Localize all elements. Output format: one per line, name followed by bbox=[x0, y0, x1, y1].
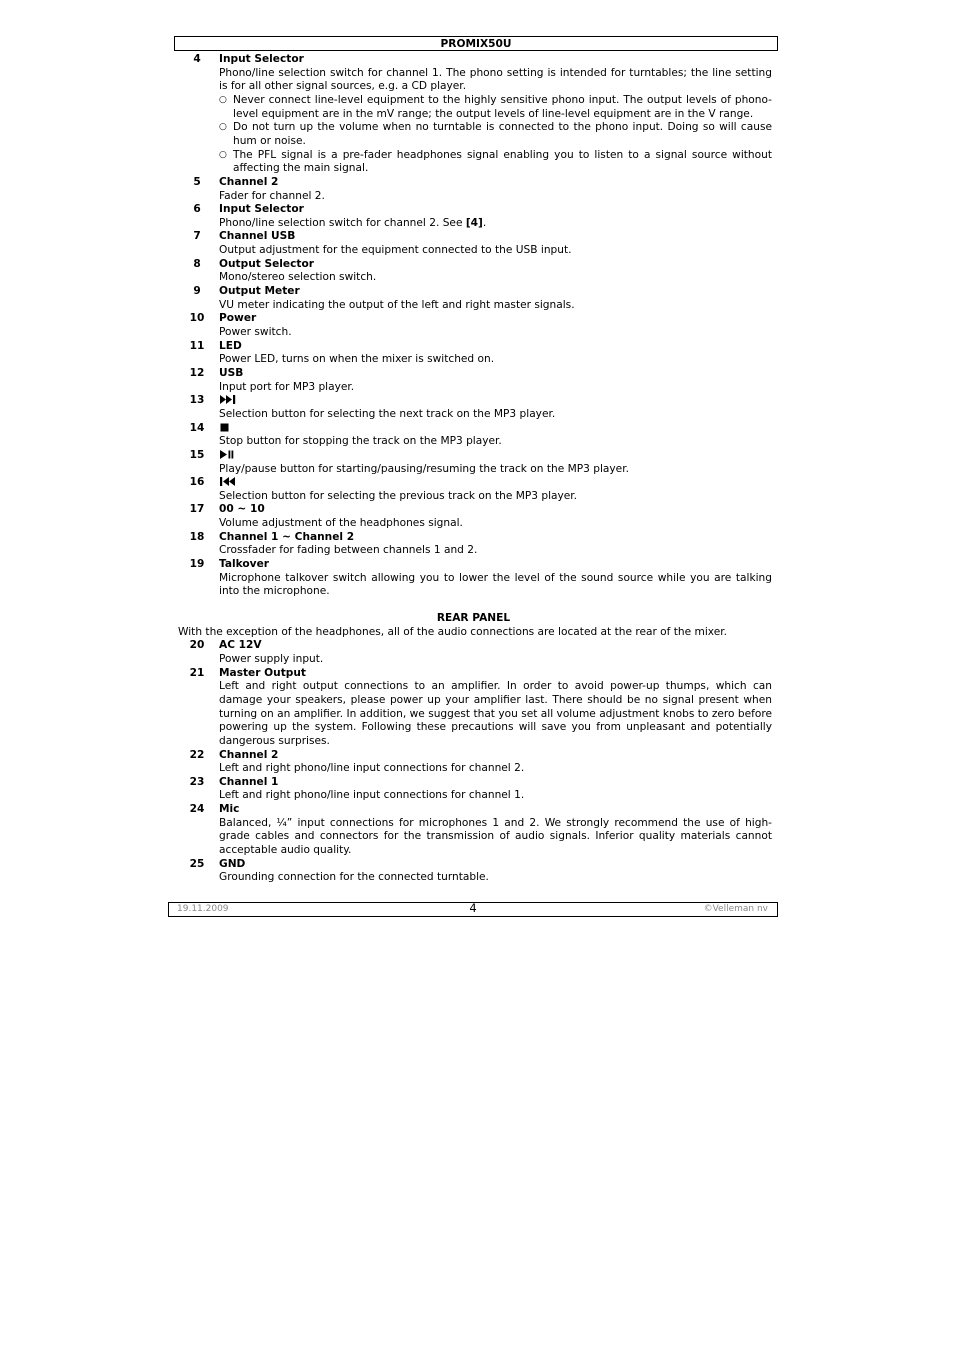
list-item bbox=[175, 230, 772, 257]
section-intro: With the exception of the headphones, all of the audio connections are located at the rear of the mixer. bbox=[178, 625, 727, 638]
item-title: Channel USB bbox=[219, 230, 296, 243]
list-item bbox=[175, 503, 772, 530]
list-item bbox=[175, 285, 772, 312]
item-description: Power LED, turns on when the mixer is switched on. bbox=[219, 353, 495, 366]
list-item bbox=[175, 203, 772, 230]
section-heading-rear-panel: REAR PANEL bbox=[436, 612, 511, 624]
list-item bbox=[175, 776, 772, 803]
previous-track-icon bbox=[219, 476, 239, 490]
item-number: 9 bbox=[193, 285, 201, 298]
item-number: 22 bbox=[189, 748, 205, 761]
cross-reference: [4] bbox=[465, 216, 483, 229]
list-item bbox=[175, 531, 772, 558]
item-number: 5 bbox=[193, 175, 201, 188]
item-description: Left and right output connections to an amplifier. In order to avoid power-up thumps, which can damage your speakers, please power up your amplifier last. There should be no signal present when turning on an amplifier. In addition, we suggest that you set all volume adjustment knobs to zero before powering up the system. Following these precautions will save you from unpleasant and potentially dangerous surprises. bbox=[219, 680, 772, 747]
list-item bbox=[175, 312, 772, 339]
item-description: Stop button for stopping the track on the MP3 player. bbox=[219, 435, 502, 448]
item-title: Channel 2 bbox=[219, 748, 279, 761]
document-header bbox=[174, 36, 778, 51]
item-description: Volume adjustment of the headphones signal. bbox=[219, 517, 463, 530]
list-item bbox=[175, 394, 772, 421]
list-item bbox=[175, 449, 772, 476]
item-title: AC 12V bbox=[219, 639, 262, 652]
item-title: Channel 2 bbox=[219, 175, 279, 188]
list-item bbox=[175, 749, 772, 776]
item-description: Power supply input. bbox=[219, 652, 324, 665]
bullet-icon: ○ bbox=[219, 149, 227, 160]
item-title: Power bbox=[219, 312, 257, 325]
item-title: Master Output bbox=[219, 666, 306, 679]
item-number: 10 bbox=[189, 312, 205, 325]
bullet-item: ○ The PFL signal is a pre-fader headphones signal enabling you to listen to a signal source without affecting the main signal. bbox=[219, 148, 772, 175]
item-description: VU meter indicating the output of the left and right master signals. bbox=[219, 298, 575, 311]
bullet-icon: ○ bbox=[219, 122, 227, 133]
item-number: 24 bbox=[189, 803, 205, 816]
list-item bbox=[175, 422, 772, 449]
page-number: 4 bbox=[469, 901, 477, 915]
play-pause-icon bbox=[219, 449, 235, 463]
list-item bbox=[175, 858, 772, 885]
document-footer bbox=[168, 902, 778, 917]
item-number: 7 bbox=[193, 230, 201, 243]
item-title: Channel 1 ~ Channel 2 bbox=[219, 530, 355, 543]
item-description: Phono/line selection switch for channel 1. The phono setting is intended for turntables; the line setting is for all other signal sources, e.g. a CD player. bbox=[219, 66, 772, 93]
item-number: 18 bbox=[189, 530, 205, 543]
item-number: 16 bbox=[189, 476, 205, 489]
item-number: 15 bbox=[189, 448, 205, 461]
item-number: 6 bbox=[193, 203, 201, 216]
item-number: 13 bbox=[189, 394, 205, 407]
item-description: Output adjustment for the equipment connected to the USB input. bbox=[219, 244, 572, 257]
item-description: Selection button for selecting the next track on the MP3 player. bbox=[219, 407, 556, 420]
item-description: Microphone talkover switch allowing you to lower the level of the sound source while you are talking into the microphone. bbox=[219, 571, 772, 598]
document-body bbox=[175, 53, 772, 885]
item-title: Input Selector bbox=[219, 53, 304, 65]
item-title: Channel 1 bbox=[219, 775, 279, 788]
item-number: 4 bbox=[193, 53, 201, 65]
list-item bbox=[175, 53, 772, 176]
footer-copyright: ©Velleman nv bbox=[703, 904, 768, 914]
item-title: LED bbox=[219, 339, 242, 352]
item-description: Left and right phono/line input connections for channel 2. bbox=[219, 762, 525, 775]
item-description: Phono/line selection switch for channel 2. See [4]. bbox=[219, 216, 487, 229]
item-title: Mic bbox=[219, 803, 240, 816]
item-description: Power switch. bbox=[219, 326, 292, 339]
item-description: Selection button for selecting the previous track on the MP3 player. bbox=[219, 489, 578, 502]
item-description: Fader for channel 2. bbox=[219, 189, 325, 202]
item-number: 12 bbox=[189, 366, 205, 379]
item-number: 19 bbox=[189, 558, 205, 571]
list-item bbox=[175, 258, 772, 285]
bullet-icon: ○ bbox=[219, 94, 227, 105]
item-number: 25 bbox=[189, 857, 205, 870]
list-item bbox=[175, 803, 772, 858]
item-number: 8 bbox=[193, 257, 201, 270]
item-number: 11 bbox=[189, 339, 205, 352]
item-title: USB bbox=[219, 366, 244, 379]
item-title: Output Selector bbox=[219, 257, 314, 270]
item-description: Left and right phono/line input connections for channel 1. bbox=[219, 789, 525, 802]
item-title: 00 ~ 10 bbox=[219, 503, 265, 516]
product-title: PROMIX50U bbox=[440, 38, 512, 50]
bullet-item: ○ Never connect line-level equipment to the highly sensitive phono input. The output levels of phono-level equipment are in the mV range; the output levels of line-level equipment are in the V range. bbox=[219, 93, 772, 120]
stop-icon bbox=[219, 422, 231, 436]
list-item bbox=[175, 558, 772, 599]
item-title: Output Meter bbox=[219, 285, 300, 298]
item-description: Input port for MP3 player. bbox=[219, 380, 355, 393]
list-item bbox=[175, 340, 772, 367]
item-description: Balanced, ¼” input connections for microphones 1 and 2. We strongly recommend the use of high-grade cables and connectors for the transmission of audio signals. Inferior quality materials cannot acceptable audio quality. bbox=[219, 816, 772, 857]
item-description: Play/pause button for starting/pausing/resuming the track on the MP3 player. bbox=[219, 462, 629, 475]
item-title: Input Selector bbox=[219, 203, 304, 216]
item-number: 23 bbox=[189, 775, 205, 788]
list-item bbox=[175, 367, 772, 394]
list-item bbox=[175, 476, 772, 503]
next-track-icon bbox=[219, 394, 239, 408]
item-description: Crossfader for fading between channels 1 and 2. bbox=[219, 544, 478, 557]
list-item bbox=[175, 667, 772, 749]
item-number: 17 bbox=[189, 503, 205, 516]
bullet-list bbox=[219, 94, 772, 176]
bullet-item: ○ Do not turn up the volume when no turntable is connected to the phono input. Doing so will cause hum or noise. bbox=[219, 121, 772, 147]
item-number: 21 bbox=[189, 666, 205, 679]
list-item bbox=[175, 639, 772, 666]
item-description: Mono/stereo selection switch. bbox=[219, 271, 377, 284]
item-title: Talkover bbox=[219, 558, 269, 571]
item-number: 14 bbox=[189, 421, 205, 434]
footer-date: 19.11.2009 bbox=[177, 904, 229, 914]
list-item bbox=[175, 176, 772, 203]
item-title: GND bbox=[219, 857, 246, 870]
item-number: 20 bbox=[189, 639, 205, 652]
item-description: Grounding connection for the connected turntable. bbox=[219, 871, 489, 884]
